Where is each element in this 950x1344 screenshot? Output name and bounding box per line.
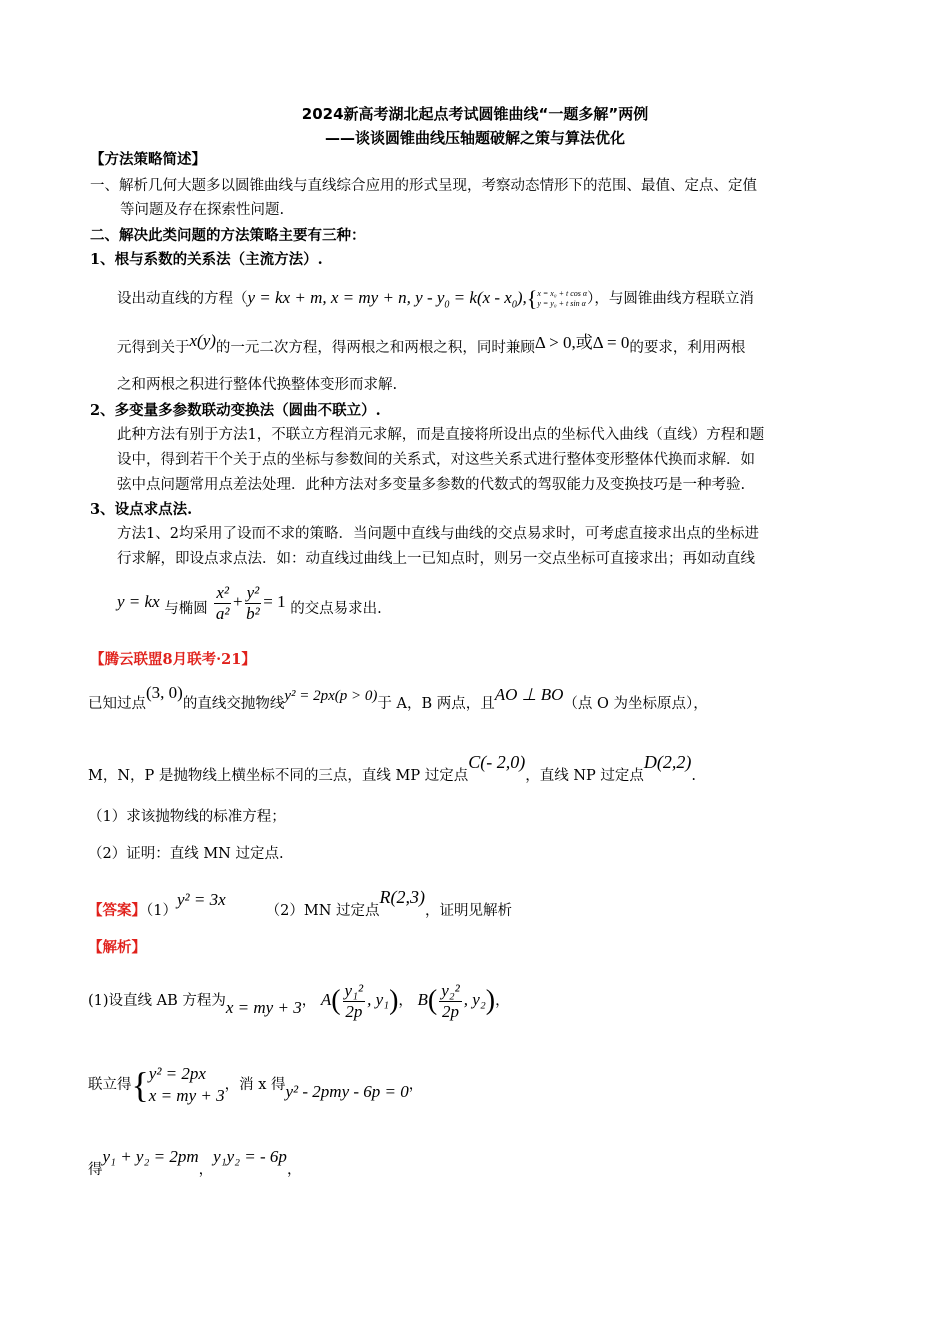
a-fraction [343, 981, 366, 1022]
param-equations [537, 289, 587, 309]
ellipse-y-fraction [245, 583, 262, 624]
method-3-line-1: 方法1、2均采用了设而不求的策略．当问题中直线与曲线的交点易求时，可考虑直接求出点的坐标进 [117, 526, 759, 542]
question-text-a: 已知过点 [88, 696, 146, 712]
solution-line-2: 联立得{ y² = 2px x = my + 3 ，消 x 得y² - 2pmy - 6p = 0， [88, 1064, 424, 1105]
b-y2: , y₂ [463, 990, 486, 1009]
y1-squared: y₁² [344, 980, 364, 1000]
param-y: y = y₀ + t sin α [537, 299, 586, 308]
question-text-end: . [691, 768, 697, 784]
method-3-title: 3、设点求点法. [90, 501, 193, 518]
perpendicular-condition: AO ⊥ BO [494, 685, 564, 704]
analysis-tag: 【解析】 [88, 939, 146, 956]
method-1-line-b [117, 328, 745, 361]
example-tag: 【腾云联盟8月联考·21】 [90, 651, 256, 668]
system-eq-2: x = my + 3 [148, 1086, 225, 1105]
solution-line-1: (1)设直线 AB 方程为x = my + 3， A( $\frac{\text{y₁²}}{2p}$ , y₁)， B( $\frac{\text{y₂²}}{2p}$ , y₂)， [88, 980, 510, 1021]
eq-part-1: y = kx + m, x = my + n, y - y [247, 288, 445, 307]
point-B-label: B [417, 990, 428, 1009]
solution-text-combine: 联立得 [88, 1077, 132, 1093]
equation-system [149, 1063, 225, 1107]
method-3-line-3: y = kx 与椭圆 $\frac{\text{x²}}{\text{a²}}$ + $\frac{\text{y²}}{\text{b²}}$ = 1 的交点易求出. [117, 582, 382, 623]
question-line-2 [88, 745, 696, 793]
point-D: D(2,2) [643, 752, 692, 772]
solution-text-get: 得 [88, 1162, 103, 1178]
system-eq-1: y² = 2px [148, 1064, 206, 1083]
subquestion-2: （2）证明：直线 MN 过定点. [88, 846, 284, 862]
method-1-line-c: 之和两根之积进行整体代换整体变形而求解. [117, 377, 398, 393]
page-subtitle: ——谈谈圆锥曲线压轴题破解之策与算法优化 [324, 129, 625, 147]
paragraph-1-line-2: 等问题及存在探索性问题. [120, 202, 285, 218]
method-1-line-a: 设出动直线的方程（y = kx + m, x = my + n, $y - y_0 = k(x - x_0)$,{ x = x₀ + t cos α y = y₀ + t sin α ），与圆锥曲线方程联立消 [117, 286, 754, 311]
eq-part-3: ), [516, 288, 527, 307]
param-x: x = x₀ + t cos α [537, 289, 588, 298]
point-A-label: A [320, 990, 332, 1009]
section-method-heading: 【方法策略简述】 [90, 151, 206, 168]
ellipse-x-fraction [214, 583, 231, 624]
method-2-line-3: 弦中点问题常用点差法处理．此种方法对多变量多参数的代数式的驾驭能力及变换技巧是一种考验. [117, 477, 746, 493]
b-denominator: 2p [442, 1001, 459, 1021]
question-text-mnp: M，N，P 是抛物线上横坐标不同的三点，直线 MP 过定点 [88, 768, 469, 784]
question-text-b: 的直线交抛物线 [182, 696, 285, 712]
method-1-text-e: 的要求，利用两根 [629, 340, 746, 356]
method-1-text-b: ），与圆锥曲线方程联立消 [587, 291, 754, 307]
line-equations: y = kx + m, x = my + n, $y - y_0 = k(x - x_0)$, [247, 288, 527, 311]
page-title: 2024新高考湖北起点考试圆锥曲线“一题多解”两例 [301, 105, 649, 123]
method-3-text-end: 的交点易求出. [290, 601, 382, 617]
ellipse-y-num: y² [246, 582, 260, 602]
method-3-line-2: 行求解，即设点求点法．如：动直线过曲线上一已知点时，则另一交点坐标可直接求出；再如动直线 [117, 551, 755, 567]
quadratic-equation: y² - 2pmy - 6p = 0 [285, 1082, 409, 1101]
b-fraction [439, 981, 462, 1022]
answer-2-label: （2）MN 过定点 [265, 903, 380, 919]
question-text-np: ，直线 NP 过定点 [525, 768, 644, 784]
paragraph-2: 二、解决此类问题的方法策略主要有三种： [90, 227, 366, 244]
answer-2-end: ，证明见解析 [425, 903, 513, 919]
math-x-y: x(y) [189, 331, 216, 350]
product-of-roots: y₁y₂ = - 6p [213, 1147, 287, 1166]
point-3-0: (3, 0) [146, 683, 183, 702]
answer-1-equation: y² = 3x [176, 890, 226, 909]
y2-squared: y₂² [441, 980, 460, 1000]
answer-tag: 【答案】 [88, 902, 146, 919]
subquestion-1: （1）求该抛物线的标准方程； [88, 809, 286, 825]
paragraph-1-line-1: 一、解析几何大题多以圆锥曲线与直线综合应用的形式呈现，考察动态情形下的范围、最值、定点、定值 [90, 178, 757, 194]
ellipse-equals-one: = 1 [263, 592, 286, 611]
question-text-c: 于 A，B 两点，且 [377, 696, 495, 712]
ellipse-a-den: a² [215, 603, 230, 623]
answer-1-label: （1） [146, 903, 177, 919]
question-text-d: （点 O 为坐标原点）， [563, 696, 708, 712]
method-1-title: 1、根与系数的关系法（主流方法）. [90, 251, 323, 268]
method-2-title: 2、多变量多参数联动变换法（圆曲不联立）. [90, 402, 381, 419]
parabola-equation: y² = 2px(p > 0) [284, 688, 378, 704]
method-1-text-d: 的一元二次方程，得两根之和两根之积，同时兼顾 [215, 340, 535, 356]
solution-text-eliminate: ，消 x 得 [224, 1077, 286, 1093]
method-1-text-c: 元得到关于 [117, 340, 190, 356]
a-denominator: 2p [345, 1001, 363, 1021]
method-2-line-1: 此种方法有别于方法1，不联立方程消元求解，而是直接将所设出点的坐标代入曲线（直线）方程和题 [117, 427, 765, 443]
point-R: R(2,3) [379, 887, 426, 907]
a-y1: , y₁ [367, 990, 390, 1009]
math-delta-condition: Δ > 0,或Δ = 0 [534, 333, 630, 352]
math-y-kx: y = kx [117, 592, 160, 611]
ellipse-x-num: x² [216, 582, 229, 602]
sum-of-roots: y₁ + y₂ = 2pm [102, 1147, 199, 1166]
point-C: C(- 2,0) [468, 752, 526, 772]
method-2-line-2: 设中，得到若干个关于点的坐标与参数间的关系式，对这些关系式进行整体变形整体代换而求解．如 [117, 452, 755, 468]
line-ab-equation: x = my + 3 [225, 998, 302, 1017]
eq-part-2: = k(x - x [449, 288, 512, 307]
answer-line [88, 880, 512, 928]
solution-line-3: 得y₁ + y₂ = 2pm，y₁y₂ = - 6p， [88, 1147, 302, 1178]
method-1-text-a: 设出动直线的方程（ [117, 291, 248, 307]
question-line-1 [88, 676, 708, 721]
solution-text-a: (1)设直线 AB 方程为 [88, 993, 226, 1009]
ellipse-b-den: b² [246, 603, 260, 623]
method-3-text-mid: 与椭圆 [164, 601, 208, 617]
